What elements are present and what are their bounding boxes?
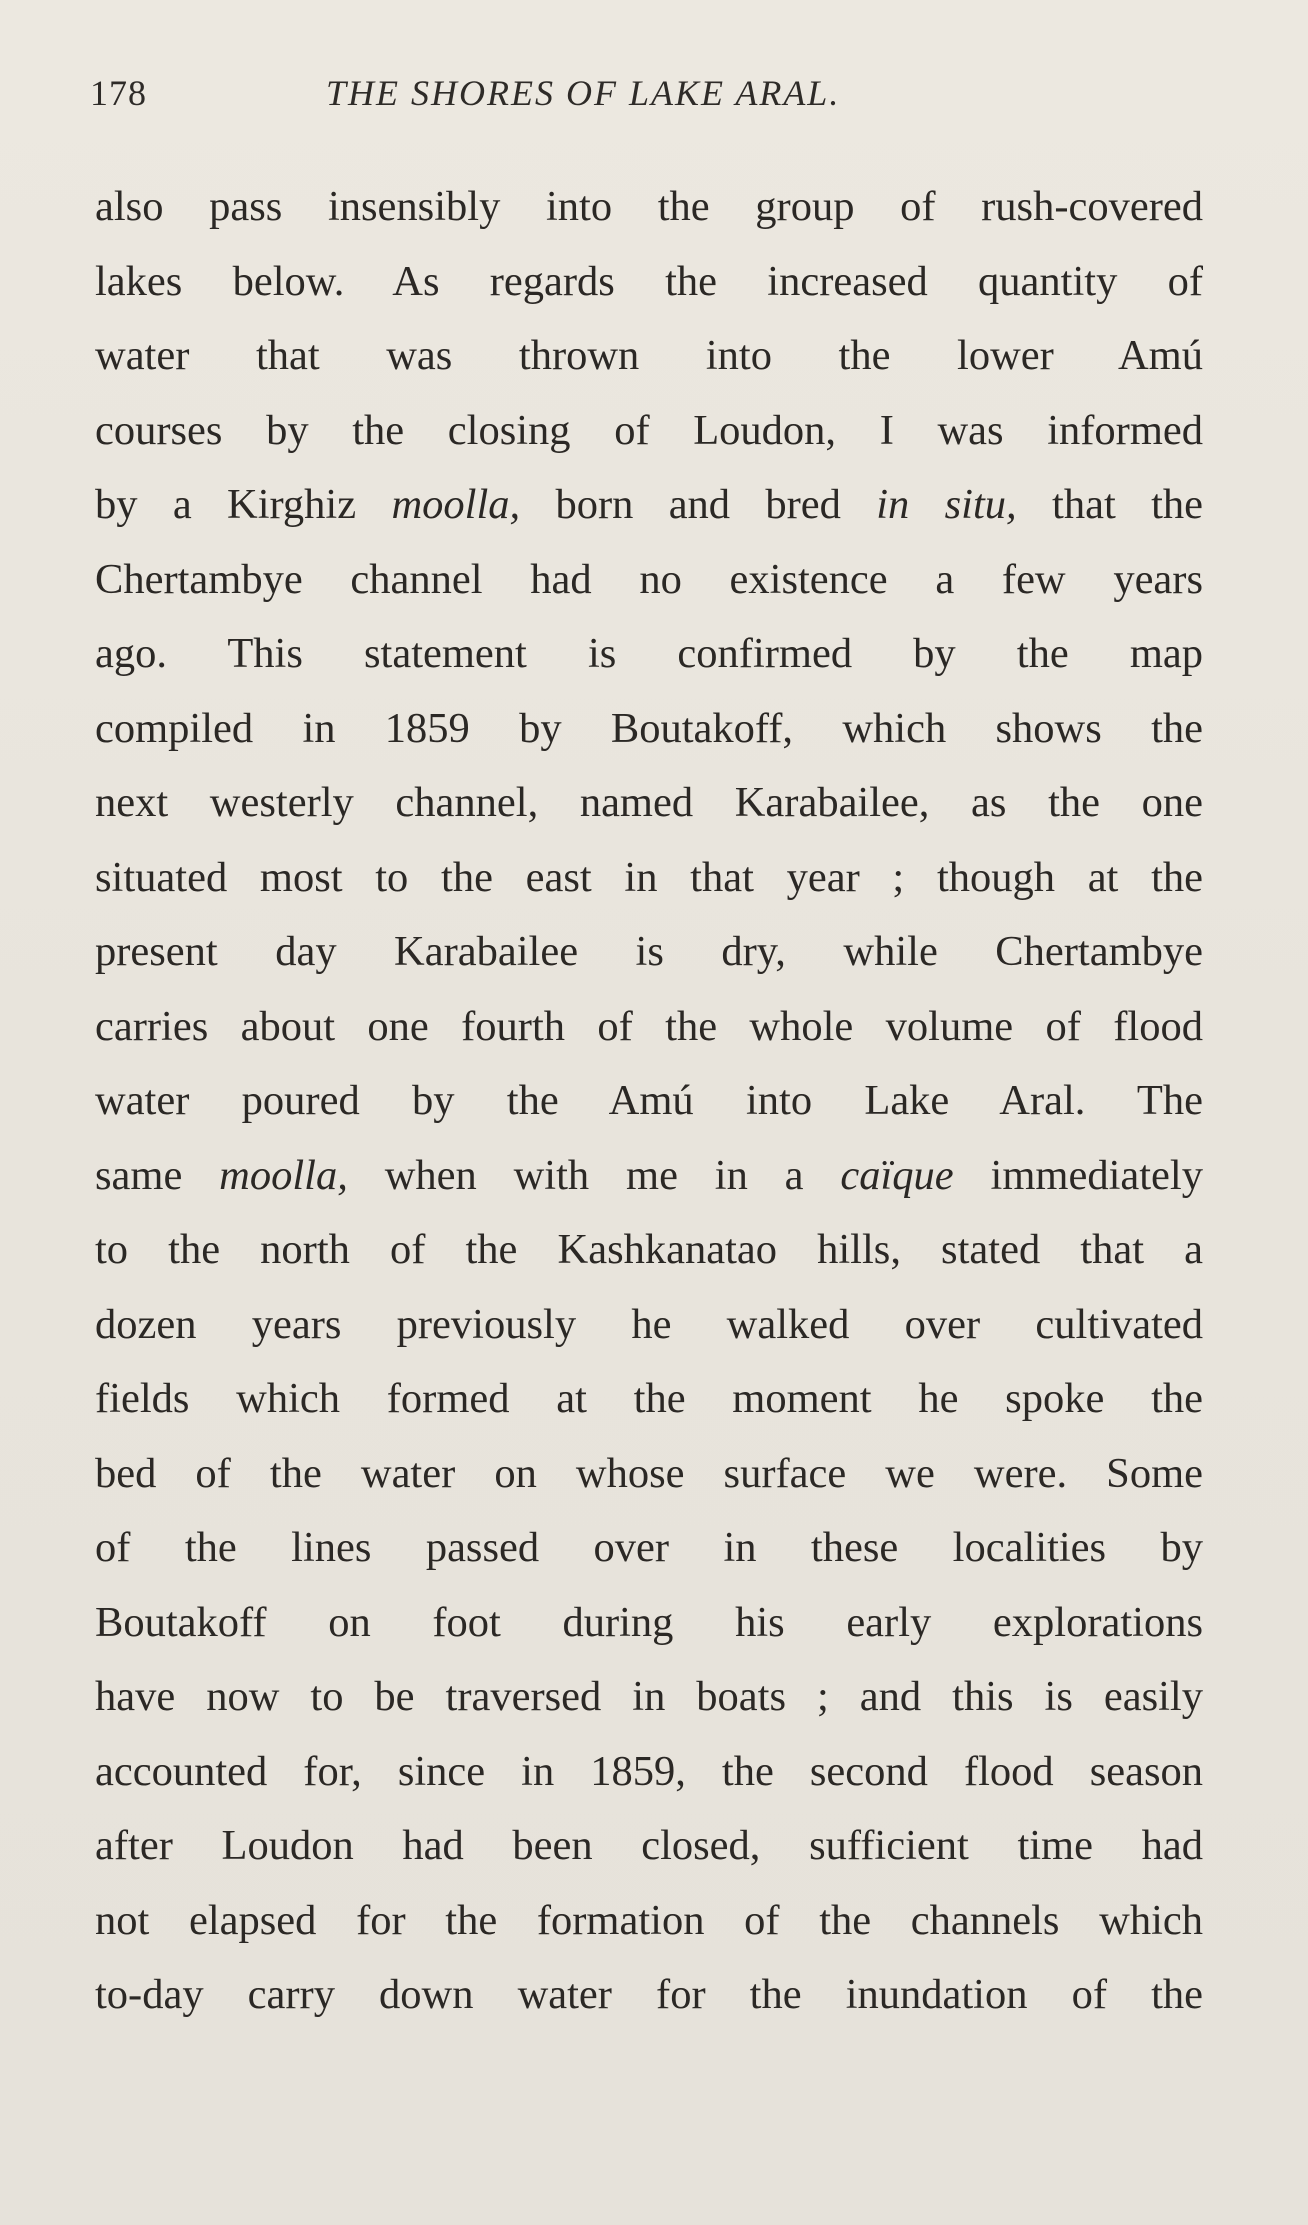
text-line (95, 1660, 1203, 1735)
text-segment: to-day carry down water for the inundation of the (95, 1971, 1203, 2018)
text-segment: carries about one fourth of the whole volume of flood (95, 1002, 1203, 1050)
text-line (95, 1809, 1203, 1884)
text-segment: after Loudon had been closed, sufficient time had (95, 1822, 1203, 1869)
text-line (95, 692, 1203, 767)
text-segment: water that was thrown into the lower Amú (95, 332, 1203, 379)
text-line (95, 1362, 1203, 1437)
text-segment: that the (1016, 481, 1203, 528)
text-segment: lakes below. As regards the increased quantity of (95, 257, 1203, 305)
text-segment: to the north of the Kashkanatao hills, stated that a (95, 1226, 1203, 1273)
text-line (95, 1064, 1203, 1139)
text-line (95, 915, 1203, 990)
text-line (95, 1437, 1203, 1512)
text-line (95, 468, 1203, 543)
text-line (95, 1213, 1203, 1288)
text-line (95, 990, 1203, 1065)
text-segment: next westerly channel, named Karabailee, as the one (95, 779, 1203, 826)
text-line (95, 1511, 1203, 1586)
text-line (95, 543, 1203, 618)
text-segment: fields which formed at the moment he spoke the (95, 1375, 1203, 1422)
text-line (95, 319, 1203, 394)
text-line (95, 170, 1203, 245)
italic-text: caïque (840, 1151, 954, 1199)
text-line (95, 766, 1203, 841)
text-line (95, 1586, 1203, 1661)
text-segment: bed of the water on whose surface we were. Some (95, 1449, 1203, 1497)
text-line (95, 1884, 1203, 1959)
italic-text: in situ, (876, 481, 1017, 528)
text-segment: by a Kirghiz (95, 481, 392, 528)
text-segment: ago. This statement is confirmed by the map (95, 630, 1203, 677)
text-segment: courses by the closing of Loudon, I was informed (95, 406, 1203, 454)
text-line (95, 841, 1203, 916)
text-line (95, 1958, 1203, 2033)
text-line (95, 617, 1203, 692)
text-segment: Boutakoff on foot during his early explorations (95, 1598, 1203, 1646)
text-line (95, 245, 1203, 320)
text-segment: also pass insensibly into the group of rush-covered (95, 183, 1203, 230)
text-segment: situated most to the east in that year ; though at the (95, 853, 1203, 901)
text-segment: present day Karabailee is dry, while Chertambye (95, 928, 1203, 975)
text-line (95, 1288, 1203, 1363)
text-segment: born and bred (520, 481, 877, 528)
text-line (95, 1139, 1203, 1214)
text-segment: water poured by the Amú into Lake Aral. The (95, 1077, 1203, 1124)
text-segment: of the lines passed over in these localities by (95, 1524, 1203, 1571)
text-segment: compiled in 1859 by Boutakoff, which shows the (95, 704, 1203, 752)
text-segment: when with me in a (347, 1151, 841, 1199)
page-number: 178 (90, 73, 147, 113)
text-segment: accounted for, since in 1859, the second flood season (95, 1747, 1203, 1795)
italic-text: moolla, (391, 481, 521, 528)
text-segment: not elapsed for the formation of the channels which (95, 1896, 1203, 1944)
text-segment: dozen years previously he walked over cultivated (95, 1300, 1203, 1348)
text-segment: same (95, 1151, 220, 1199)
body-text (95, 170, 1203, 2033)
italic-text: moolla, (219, 1151, 348, 1199)
text-line (95, 1735, 1203, 1810)
page-header (90, 72, 1200, 132)
text-segment: have now to be traversed in boats ; and this is easily (95, 1673, 1203, 1720)
text-segment: Chertambye channel had no existence a few years (95, 555, 1203, 603)
text-line (95, 394, 1203, 469)
text-segment: immediately (953, 1151, 1203, 1199)
running-title: THE SHORES OF LAKE ARAL. (326, 73, 841, 113)
